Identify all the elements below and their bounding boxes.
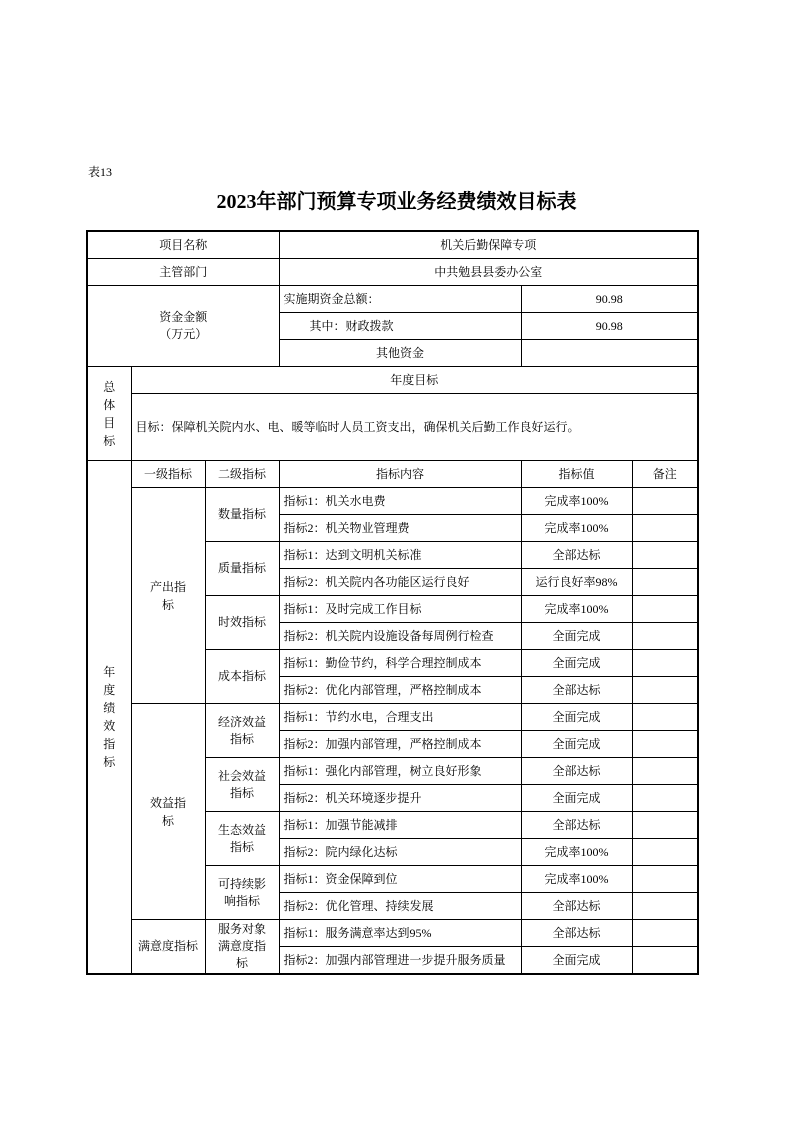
indicator-remark <box>632 839 698 866</box>
indicator-content: 指标1：节约水电，合理支出 <box>279 704 521 731</box>
header-remark: 备注 <box>632 461 698 488</box>
indicator-content: 指标2：院内绿化达标 <box>279 839 521 866</box>
indicator-content: 指标2：优化内部管理，严格控制成本 <box>279 677 521 704</box>
header-value: 指标值 <box>521 461 632 488</box>
level2-indicator: 服务对象满意度指标 <box>205 920 279 975</box>
department-label: 主管部门 <box>87 259 279 286</box>
level2-indicator: 社会效益指标 <box>205 758 279 812</box>
indicator-remark <box>632 596 698 623</box>
department-row <box>87 259 698 286</box>
indicator-value: 全部达标 <box>521 920 632 947</box>
overall-header-row <box>87 367 698 394</box>
indicator-content: 指标1：服务满意率达到95% <box>279 920 521 947</box>
page-title: 2023年部门预算专项业务经费绩效目标表 <box>216 191 577 213</box>
indicator-remark <box>632 623 698 650</box>
funds-total-label: 实施期资金总额： <box>279 286 521 313</box>
funds-label <box>87 286 279 367</box>
indicator-row <box>87 704 698 731</box>
header-level1: 一级指标 <box>131 461 205 488</box>
performance-table <box>86 230 699 975</box>
overall-goal-text: 目标：保障机关院内水、电、暖等临时人员工资支出，确保机关后勤工作良好运行。 <box>131 394 698 461</box>
indicator-remark <box>632 731 698 758</box>
funds-other-label: 其他资金 <box>279 340 521 367</box>
funds-total-value: 90.98 <box>521 286 698 313</box>
annual-goal-label: 年度目标 <box>131 367 698 394</box>
indicator-value: 全面完成 <box>521 704 632 731</box>
level2-indicator: 数量指标 <box>205 488 279 542</box>
indicator-value: 全面完成 <box>521 947 632 975</box>
department-value: 中共勉县县委办公室 <box>279 259 698 286</box>
overall-goal-row <box>87 394 698 461</box>
indicator-value: 全部达标 <box>521 893 632 920</box>
indicator-content: 指标1：资金保障到位 <box>279 866 521 893</box>
indicator-value: 全部达标 <box>521 812 632 839</box>
level2-indicator: 经济效益指标 <box>205 704 279 758</box>
level2-indicator: 时效指标 <box>205 596 279 650</box>
indicator-value: 全面完成 <box>521 785 632 812</box>
level1-indicator: 效益指标 <box>131 704 205 920</box>
indicator-remark <box>632 542 698 569</box>
indicator-row <box>87 488 698 515</box>
indicator-remark <box>632 515 698 542</box>
indicator-remark <box>632 704 698 731</box>
indicator-row <box>87 920 698 947</box>
indicator-content: 指标1：达到文明机关标准 <box>279 542 521 569</box>
indicator-value: 完成率100% <box>521 866 632 893</box>
indicator-value: 运行良好率98% <box>521 569 632 596</box>
indicator-content: 指标2：加强内部管理，严格控制成本 <box>279 731 521 758</box>
indicators-label: 年度绩效指标 <box>87 461 131 975</box>
indicator-value: 全面完成 <box>521 731 632 758</box>
indicator-content: 指标1：及时完成工作目标 <box>279 596 521 623</box>
indicator-remark <box>632 785 698 812</box>
indicator-remark <box>632 947 698 975</box>
indicator-value: 完成率100% <box>521 839 632 866</box>
level2-indicator: 质量指标 <box>205 542 279 596</box>
project-row <box>87 231 698 259</box>
funds-fiscal-label: 其中：财政拨款 <box>279 313 521 340</box>
indicator-content: 指标2：加强内部管理进一步提升服务质量 <box>279 947 521 975</box>
indicator-remark <box>632 569 698 596</box>
indicator-remark <box>632 650 698 677</box>
funds-other-value <box>521 340 698 367</box>
indicator-value: 全部达标 <box>521 758 632 785</box>
indicator-remark <box>632 893 698 920</box>
indicator-content: 指标2：机关院内设施设备每周例行检查 <box>279 623 521 650</box>
indicator-content: 指标2：机关环境逐步提升 <box>279 785 521 812</box>
indicator-remark <box>632 866 698 893</box>
indicator-value: 全部达标 <box>521 542 632 569</box>
funds-unit: （万元） <box>159 327 208 341</box>
level2-indicator: 生态效益指标 <box>205 812 279 866</box>
funds-label-text: 资金金额 <box>159 310 208 324</box>
indicator-value: 完成率100% <box>521 596 632 623</box>
level2-indicator: 可持续影响指标 <box>205 866 279 920</box>
indicator-remark <box>632 812 698 839</box>
indicator-content: 指标2：优化管理、持续发展 <box>279 893 521 920</box>
indicator-header-row <box>87 461 698 488</box>
indicator-content: 指标1：加强节能减排 <box>279 812 521 839</box>
indicator-content: 指标2：机关院内各功能区运行良好 <box>279 569 521 596</box>
indicator-value: 全部达标 <box>521 677 632 704</box>
indicator-content: 指标1：强化内部管理，树立良好形象 <box>279 758 521 785</box>
level2-indicator: 成本指标 <box>205 650 279 704</box>
funds-total-row <box>87 286 698 313</box>
indicator-remark <box>632 488 698 515</box>
indicator-content: 指标1：勤俭节约，科学合理控制成本 <box>279 650 521 677</box>
indicator-value: 完成率100% <box>521 488 632 515</box>
header-content: 指标内容 <box>279 461 521 488</box>
indicator-content: 指标1：机关水电费 <box>279 488 521 515</box>
indicator-value: 全面完成 <box>521 623 632 650</box>
level1-indicator: 产出指标 <box>131 488 205 704</box>
indicator-remark <box>632 758 698 785</box>
level1-indicator: 满意度指标 <box>131 920 205 975</box>
indicator-remark <box>632 677 698 704</box>
indicator-content: 指标2：机关物业管理费 <box>279 515 521 542</box>
overall-label: 总体目标 <box>87 367 131 461</box>
indicator-value: 完成率100% <box>521 515 632 542</box>
header-level2: 二级指标 <box>205 461 279 488</box>
indicator-remark <box>632 920 698 947</box>
project-value: 机关后勤保障专项 <box>279 231 698 259</box>
indicator-value: 全面完成 <box>521 650 632 677</box>
funds-fiscal-value: 90.98 <box>521 313 698 340</box>
project-label: 项目名称 <box>87 231 279 259</box>
table-number: 表13 <box>88 165 113 179</box>
